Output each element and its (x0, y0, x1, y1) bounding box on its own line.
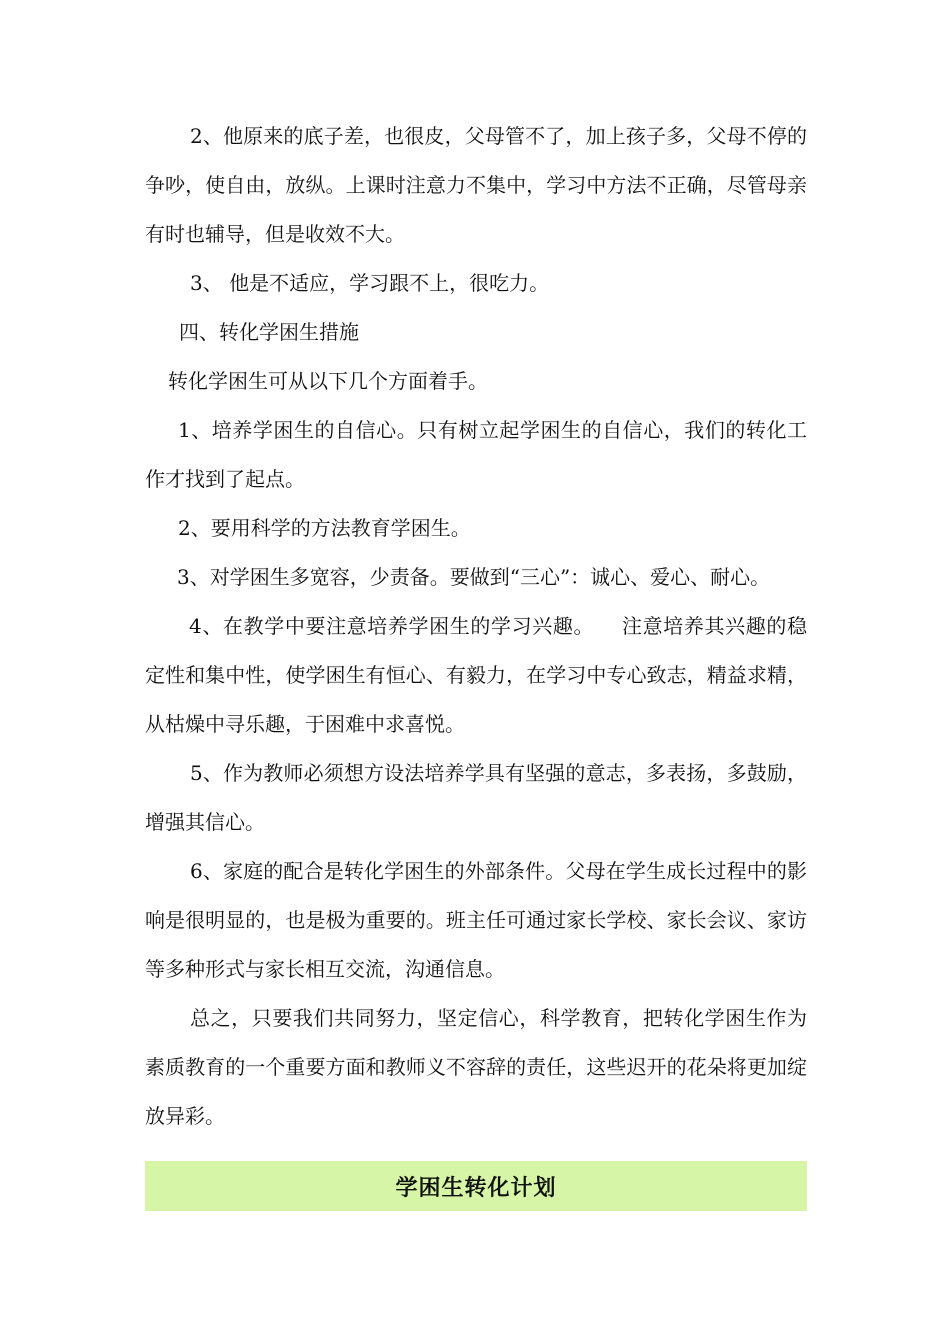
paragraph-reason-3: 3、 他是不适应，学习跟不上，很吃力。 (190, 271, 550, 295)
paragraph-measure-5: 5、作为教师必须想方设法培养学具有坚强的意志，多表扬，多鼓励，增强其信心。 (145, 761, 807, 834)
paragraph-measure-2: 2、要用科学的方法教育学困生。 (178, 516, 471, 540)
paragraph-measure-4: 4、在教学中要注意培养学困生的学习兴趣。 注意培养其兴趣的稳定性和集中性，使学困生有恒心、有毅力，在学习中专心致志，精益求精，从枯燥中寻乐趣，于困难中求喜悦。 (145, 614, 807, 736)
section-heading-measures: 四、转化学困生措施 (179, 320, 359, 344)
paragraph-measure-3: 3、对学困生多宽容，少责备。要做到“三心”：诚心、爱心、耐心。 (177, 565, 771, 589)
paragraph-reason-2: 2、他原来的底子差，也很皮，父母管不了，加上孩子多，父母不停的争吵，使自由，放纵。上课时注意力不集中，学习中方法不正确，尽管母亲有时也辅导，但是收效不大。 (145, 124, 807, 246)
next-document-title-band (145, 1161, 807, 1211)
paragraph-conclusion: 总之，只要我们共同努力，坚定信心，科学教育，把转化学困生作为素质教育的一个重要方面和教师义不容辞的责任，这些迟开的花朵将更加绽放异彩。 (145, 1006, 807, 1128)
paragraph-measure-6: 6、家庭的配合是转化学困生的外部条件。父母在学生成长过程中的影响是很明显的，也是极为重要的。班主任可通过家长学校、家长会议、家访等多种形式与家长相互交流，沟通信息。 (145, 859, 807, 981)
paragraph-measures-intro: 转化学困生可从以下几个方面着手。 (168, 369, 488, 393)
next-document-title: 学困生转化计划 (395, 1174, 557, 1201)
document-body (145, 112, 807, 1141)
paragraph-measure-1: 1、培养学困生的自信心。只有树立起学困生的自信心，我们的转化工作才找到了起点。 (145, 418, 807, 491)
